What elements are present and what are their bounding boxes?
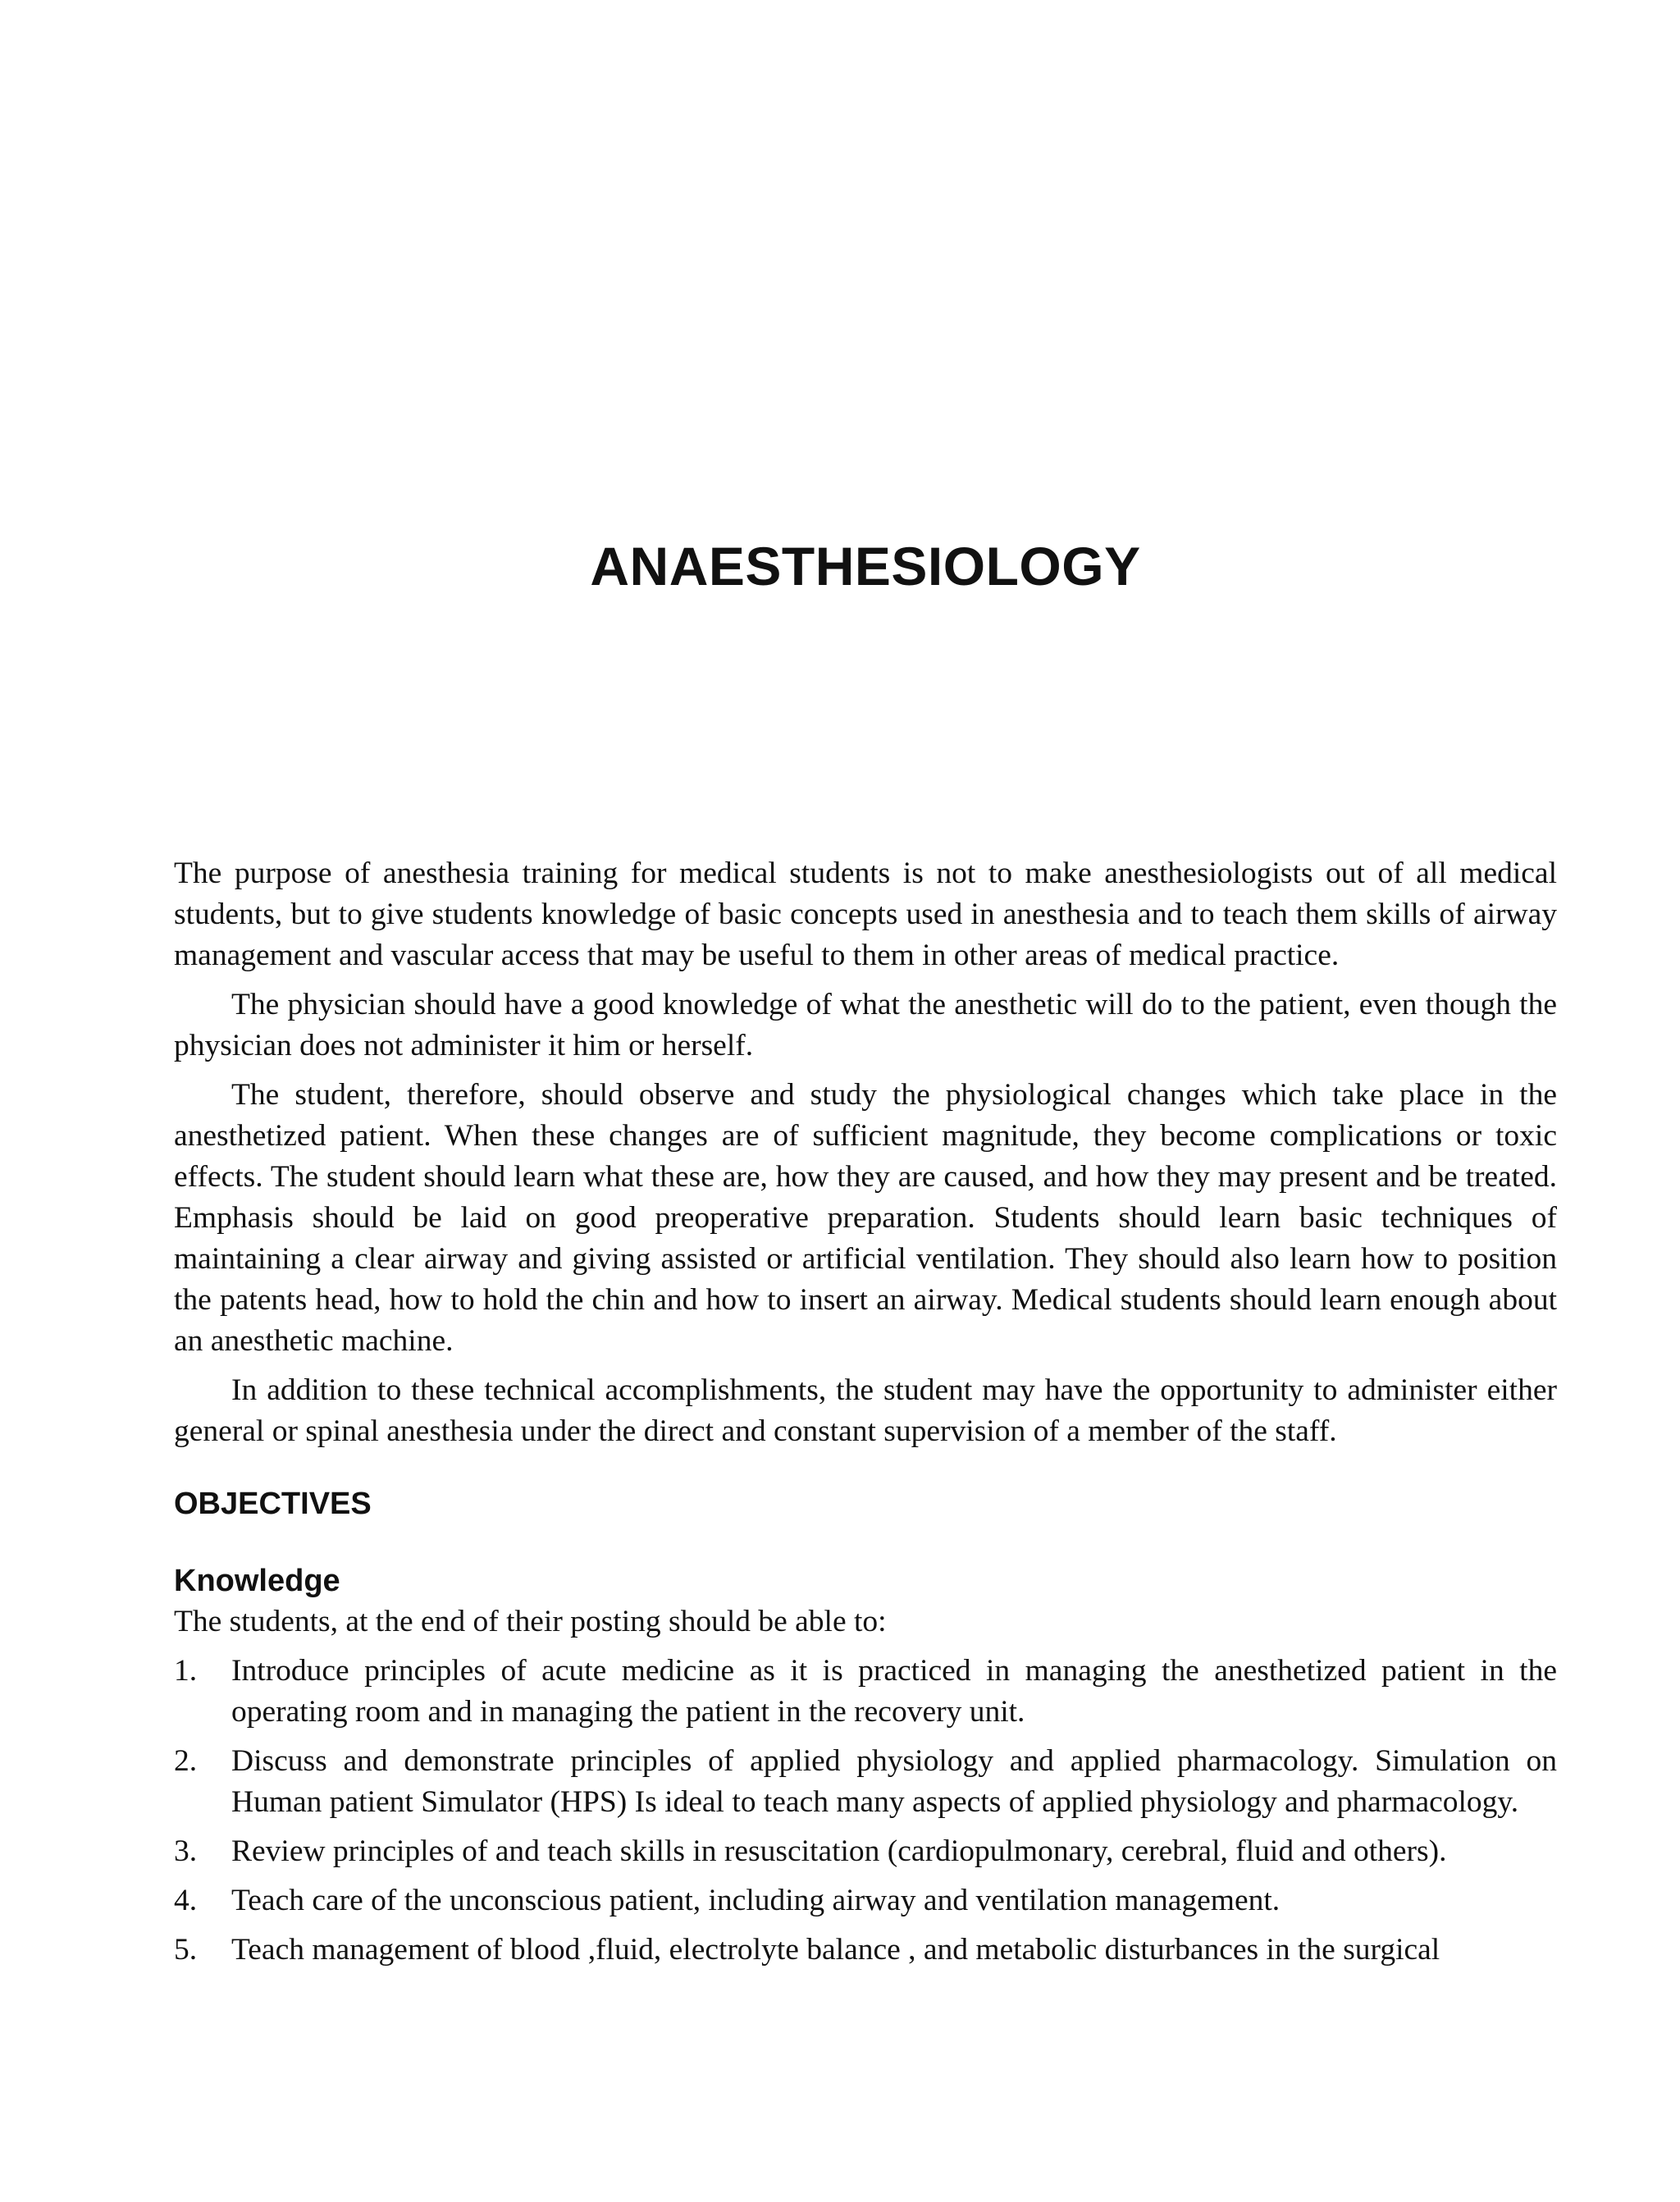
knowledge-list — [174, 1651, 1557, 1971]
list-item — [174, 1880, 1557, 1921]
list-item-number: 2. — [174, 1744, 198, 1778]
list-item-text: Discuss and demonstrate principles of applied physiology and applied pharmacology. Simulation on Human patient Simulator (HPS) Is ideal to teach many aspects of applied physiology and pharmacology. — [231, 1744, 1557, 1819]
list-item-text: Teach management of blood ,fluid, electrolyte balance , and metabolic disturbances in the surgical — [231, 1933, 1440, 1967]
paragraph-physician: The physician should have a good knowledge of what the anesthetic will do to the patient, even though the physician does not administer it him or herself. — [174, 988, 1557, 1062]
list-item-number: 3. — [174, 1834, 198, 1868]
list-item-text: Introduce principles of acute medicine as it is practiced in managing the anesthetized patient in the operating room and in managing the patient in the recovery unit. — [231, 1654, 1557, 1729]
paragraph-purpose: The purpose of anesthesia training for medical students is not to make anesthesiologists out of all medical students, but to give students knowledge of basic concepts used in anesthesia and to teach them skills of airway management and vascular access that may be useful to them in other areas of medical practice. — [174, 857, 1557, 972]
list-item-number: 5. — [174, 1933, 198, 1967]
list-item — [174, 1930, 1557, 1971]
list-item-text: Review principles of and teach skills in resuscitation (cardiopulmonary, cerebral, fluid and others). — [231, 1834, 1447, 1868]
objectives-heading: OBJECTIVES — [174, 1487, 372, 1521]
knowledge-intro: The students, at the end of their posting should be able to: — [174, 1605, 887, 1638]
list-item — [174, 1831, 1557, 1872]
body-text — [174, 853, 1557, 1979]
list-item — [174, 1741, 1557, 1823]
page-title: ANAESTHESIOLOGY — [590, 536, 1141, 596]
paragraph-technical: In addition to these technical accomplishments, the student may have the opportunity to administer either general or spinal anesthesia under the direct and constant supervision of a member of the staff. — [174, 1373, 1557, 1448]
list-item-number: 1. — [174, 1654, 198, 1688]
list-item-number: 4. — [174, 1884, 198, 1917]
list-item — [174, 1651, 1557, 1733]
knowledge-heading: Knowledge — [174, 1564, 340, 1598]
paragraph-student: The student, therefore, should observe and study the physiological changes which take place in the anesthetized patient. When these changes are of sufficient magnitude, they become complications or toxic effects. The student should learn what these are, how they are caused, and how they may present and be treated. Emphasis should be laid on good preoperative preparation. Students should learn basic techniques of maintaining a clear airway and giving assisted or artificial ventilation. They should also learn how to position the patents head, how to hold the chin and how to insert an airway. Medical students should learn enough about an anesthetic machine. — [174, 1078, 1557, 1358]
list-item-text: Teach care of the unconscious patient, including airway and ventilation management. — [231, 1884, 1281, 1917]
